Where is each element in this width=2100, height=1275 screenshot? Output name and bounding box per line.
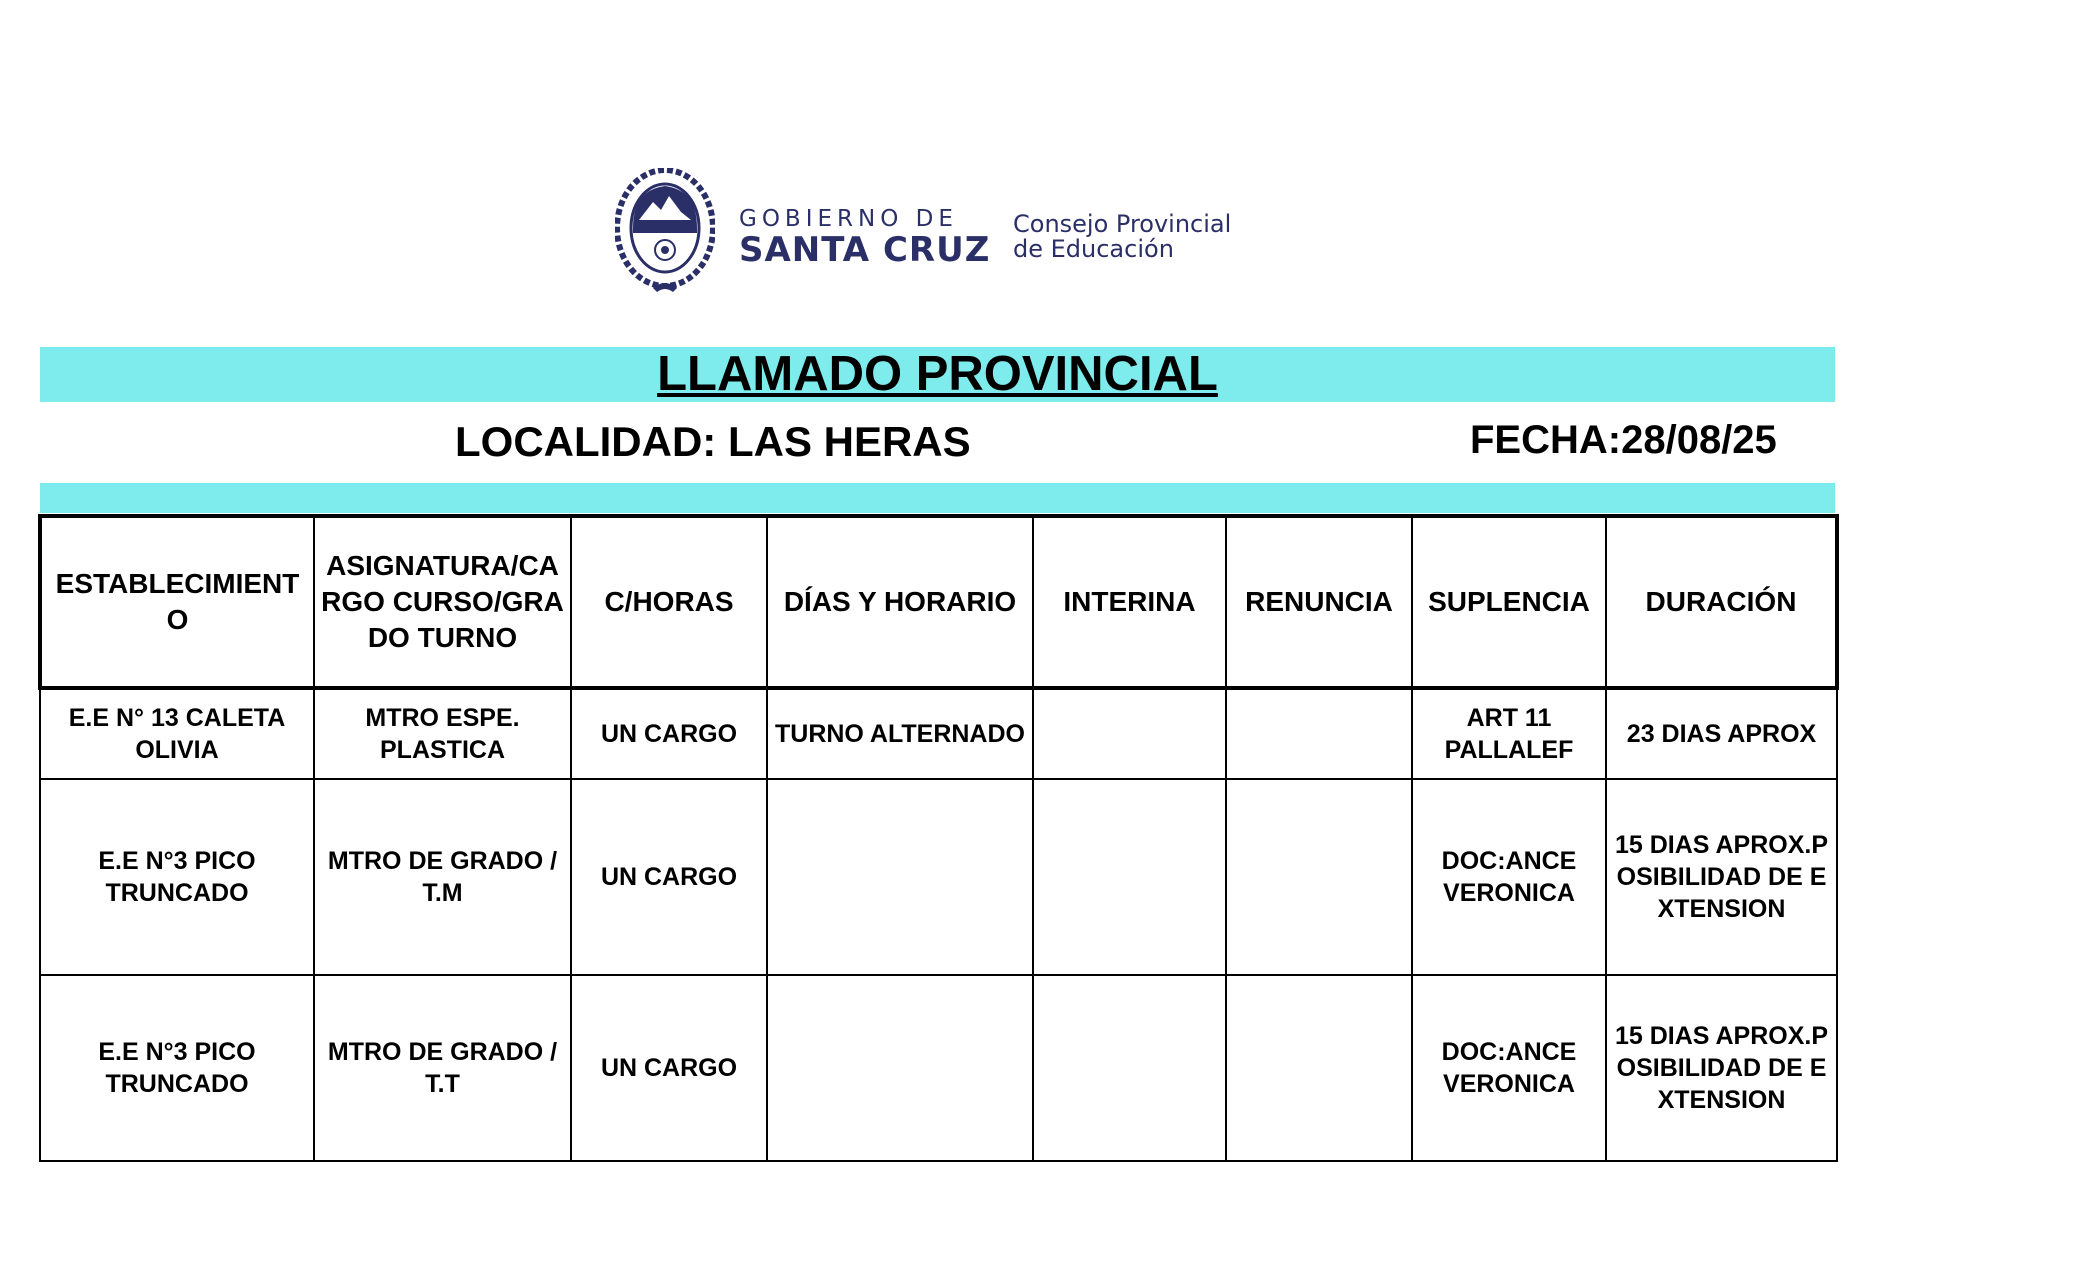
cell-establishment: E.E N°3 PICO TRUNCADO <box>40 779 314 975</box>
title-banner <box>40 347 1835 402</box>
cell-subject: MTRO DE GRADO / T.T <box>314 975 571 1161</box>
table-row <box>40 779 1837 975</box>
cell-hours: UN CARGO <box>571 975 767 1161</box>
column-header-substitution: SUPLENCIA <box>1412 516 1606 688</box>
government-name-line2: SANTA CRUZ <box>739 230 991 270</box>
cell-resignation <box>1226 975 1412 1161</box>
page-title: LLAMADO PROVINCIAL <box>657 347 1218 401</box>
table-header-row <box>40 516 1837 688</box>
cell-interim <box>1033 779 1226 975</box>
government-name-line1: GOBIERNO DE <box>739 206 958 232</box>
cell-subject: MTRO DE GRADO / T.M <box>314 779 571 975</box>
cell-substitution: DOC:ANCE VERONICA <box>1412 779 1606 975</box>
cell-hours: UN CARGO <box>571 688 767 779</box>
provincial-seal-icon <box>615 168 715 294</box>
cell-duration: 15 DIAS APROX.POSIBILIDAD DE EXTENSION <box>1606 975 1837 1161</box>
cell-hours: UN CARGO <box>571 779 767 975</box>
cell-establishment: E.E N° 13 CALETA OLIVIA <box>40 688 314 779</box>
cell-schedule <box>767 975 1033 1161</box>
cell-duration: 23 DIAS APROX <box>1606 688 1837 779</box>
column-header-establishment: ESTABLECIMIENTO <box>40 516 314 688</box>
column-header-hours: C/HORAS <box>571 516 767 688</box>
divider-banner <box>40 483 1835 513</box>
cell-interim <box>1033 975 1226 1161</box>
cell-establishment: E.E N°3 PICO TRUNCADO <box>40 975 314 1161</box>
column-header-resignation: RENUNCIA <box>1226 516 1412 688</box>
positions-table <box>38 514 1839 1162</box>
cell-substitution: DOC:ANCE VERONICA <box>1412 975 1606 1161</box>
cell-resignation <box>1226 688 1412 779</box>
cell-schedule <box>767 779 1033 975</box>
cell-duration: 15 DIAS APROX.POSIBILIDAD DE EXTENSION <box>1606 779 1837 975</box>
locality-label: LOCALIDAD: LAS HERAS <box>455 418 971 465</box>
column-header-subject: ASIGNATURA/CARGO CURSO/GRADO TURNO <box>314 516 571 688</box>
column-header-interim: INTERINA <box>1033 516 1226 688</box>
cell-schedule: TURNO ALTERNADO <box>767 688 1033 779</box>
cell-subject: MTRO ESPE. PLASTICA <box>314 688 571 779</box>
table-row <box>40 975 1837 1161</box>
column-header-duration: DURACIÓN <box>1606 516 1837 688</box>
council-name-line2: de Educación <box>1013 235 1174 263</box>
cell-substitution: ART 11 PALLALEF <box>1412 688 1606 779</box>
header-logo <box>615 168 1255 298</box>
date-label: FECHA:28/08/25 <box>1470 418 1777 462</box>
table-row <box>40 688 1837 779</box>
cell-interim <box>1033 688 1226 779</box>
council-name-line1: Consejo Provincial <box>1013 210 1232 238</box>
column-header-schedule: DÍAS Y HORARIO <box>767 516 1033 688</box>
cell-resignation <box>1226 779 1412 975</box>
